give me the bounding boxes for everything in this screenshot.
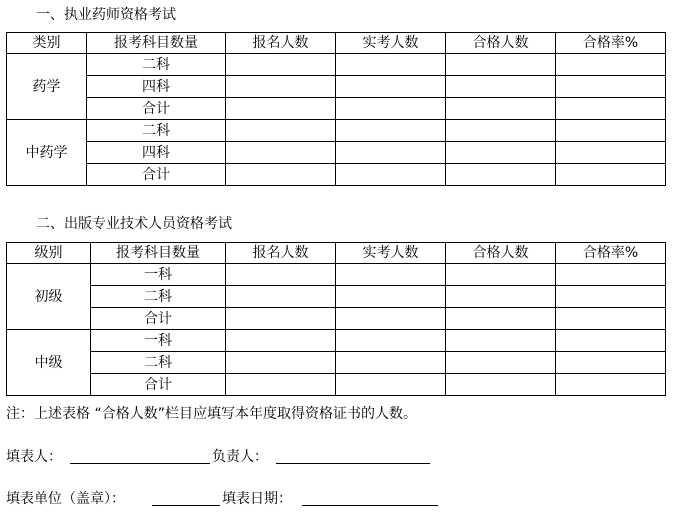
- header-attended: 实考人数: [336, 33, 446, 54]
- data-cell[interactable]: [336, 142, 446, 164]
- header-pass-rate: 合格率%: [556, 33, 666, 54]
- data-cell[interactable]: [226, 286, 336, 308]
- data-cell[interactable]: [556, 374, 666, 396]
- data-cell[interactable]: [226, 352, 336, 374]
- data-cell[interactable]: [336, 164, 446, 186]
- data-cell[interactable]: [336, 286, 446, 308]
- data-cell[interactable]: [336, 374, 446, 396]
- table-row: [7, 120, 666, 142]
- data-cell[interactable]: [226, 142, 336, 164]
- table-header-row: [7, 243, 666, 264]
- data-cell[interactable]: [556, 330, 666, 352]
- header-subject-count: 报考科目数量: [91, 243, 226, 264]
- subject-cell: 一科: [91, 264, 226, 286]
- data-cell[interactable]: [336, 120, 446, 142]
- header-subject-count: 报考科目数量: [87, 33, 226, 54]
- table-row: [7, 286, 666, 308]
- table-row: [7, 54, 666, 76]
- table-row: [7, 352, 666, 374]
- category-cell: 药学: [7, 54, 87, 120]
- section2-title: 二、出版专业技术人员资格考试: [36, 216, 232, 232]
- data-cell[interactable]: [336, 352, 446, 374]
- table-row: [7, 142, 666, 164]
- data-cell[interactable]: [226, 54, 336, 76]
- data-cell[interactable]: [226, 308, 336, 330]
- data-cell[interactable]: [446, 264, 556, 286]
- data-cell[interactable]: [556, 98, 666, 120]
- pharmacist-exam-table: [6, 32, 666, 186]
- table-row: [7, 330, 666, 352]
- table-row: [7, 164, 666, 186]
- subject-cell: 四科: [87, 76, 226, 98]
- subject-cell: 二科: [87, 54, 226, 76]
- data-cell[interactable]: [336, 308, 446, 330]
- data-cell[interactable]: [226, 330, 336, 352]
- subject-cell: 二科: [87, 120, 226, 142]
- header-level: 级别: [7, 243, 91, 264]
- data-cell[interactable]: [556, 164, 666, 186]
- header-registered: 报名人数: [226, 243, 336, 264]
- data-cell[interactable]: [446, 330, 556, 352]
- subject-cell: 合计: [87, 98, 226, 120]
- data-cell[interactable]: [446, 142, 556, 164]
- data-cell[interactable]: [556, 308, 666, 330]
- table-row: [7, 264, 666, 286]
- subject-cell: 二科: [91, 352, 226, 374]
- header-passed: 合格人数: [446, 33, 556, 54]
- data-cell[interactable]: [556, 264, 666, 286]
- table-row: [7, 76, 666, 98]
- data-cell[interactable]: [226, 164, 336, 186]
- level-cell: 初级: [7, 264, 91, 330]
- data-cell[interactable]: [446, 76, 556, 98]
- data-cell[interactable]: [446, 54, 556, 76]
- data-cell[interactable]: [556, 286, 666, 308]
- subject-cell: 二科: [91, 286, 226, 308]
- header-passed: 合格人数: [446, 243, 556, 264]
- data-cell[interactable]: [226, 98, 336, 120]
- table-row: [7, 374, 666, 396]
- filler-input-line[interactable]: [70, 447, 210, 464]
- date-label: 填表日期：: [222, 491, 292, 507]
- data-cell[interactable]: [556, 54, 666, 76]
- data-cell[interactable]: [446, 164, 556, 186]
- data-cell[interactable]: [446, 308, 556, 330]
- category-cell: 中药学: [7, 120, 87, 186]
- data-cell[interactable]: [336, 98, 446, 120]
- table-row: [7, 98, 666, 120]
- header-registered: 报名人数: [226, 33, 336, 54]
- data-cell[interactable]: [446, 374, 556, 396]
- data-cell[interactable]: [336, 264, 446, 286]
- level-cell: 中级: [7, 330, 91, 396]
- publishing-exam-table: [6, 242, 666, 396]
- data-cell[interactable]: [336, 54, 446, 76]
- unit-input-line[interactable]: [152, 489, 220, 506]
- unit-label: 填表单位（盖章）：: [6, 491, 125, 507]
- data-cell[interactable]: [446, 286, 556, 308]
- data-cell[interactable]: [336, 330, 446, 352]
- subject-cell: 合计: [91, 374, 226, 396]
- subject-cell: 四科: [87, 142, 226, 164]
- data-cell[interactable]: [336, 76, 446, 98]
- data-cell[interactable]: [556, 120, 666, 142]
- data-cell[interactable]: [446, 98, 556, 120]
- data-cell[interactable]: [556, 76, 666, 98]
- header-pass-rate: 合格率%: [556, 243, 666, 264]
- data-cell[interactable]: [226, 264, 336, 286]
- data-cell[interactable]: [226, 120, 336, 142]
- table-header-row: [7, 33, 666, 54]
- data-cell[interactable]: [226, 76, 336, 98]
- data-cell[interactable]: [556, 142, 666, 164]
- responsible-input-line[interactable]: [276, 447, 430, 464]
- data-cell[interactable]: [446, 120, 556, 142]
- subject-cell: 合计: [91, 308, 226, 330]
- date-input-line[interactable]: [302, 489, 438, 506]
- data-cell[interactable]: [226, 374, 336, 396]
- subject-cell: 合计: [87, 164, 226, 186]
- filler-label: 填表人：: [6, 449, 62, 465]
- section1-title: 一、执业药师资格考试: [36, 7, 176, 23]
- header-attended: 实考人数: [336, 243, 446, 264]
- data-cell[interactable]: [446, 352, 556, 374]
- table-note: 注：上述表格 “合格人数”栏目应填写本年度取得资格证书的人数。: [6, 406, 417, 422]
- responsible-label: 负责人：: [212, 449, 268, 465]
- header-category: 类别: [7, 33, 87, 54]
- subject-cell: 一科: [91, 330, 226, 352]
- data-cell[interactable]: [556, 352, 666, 374]
- table-row: [7, 308, 666, 330]
